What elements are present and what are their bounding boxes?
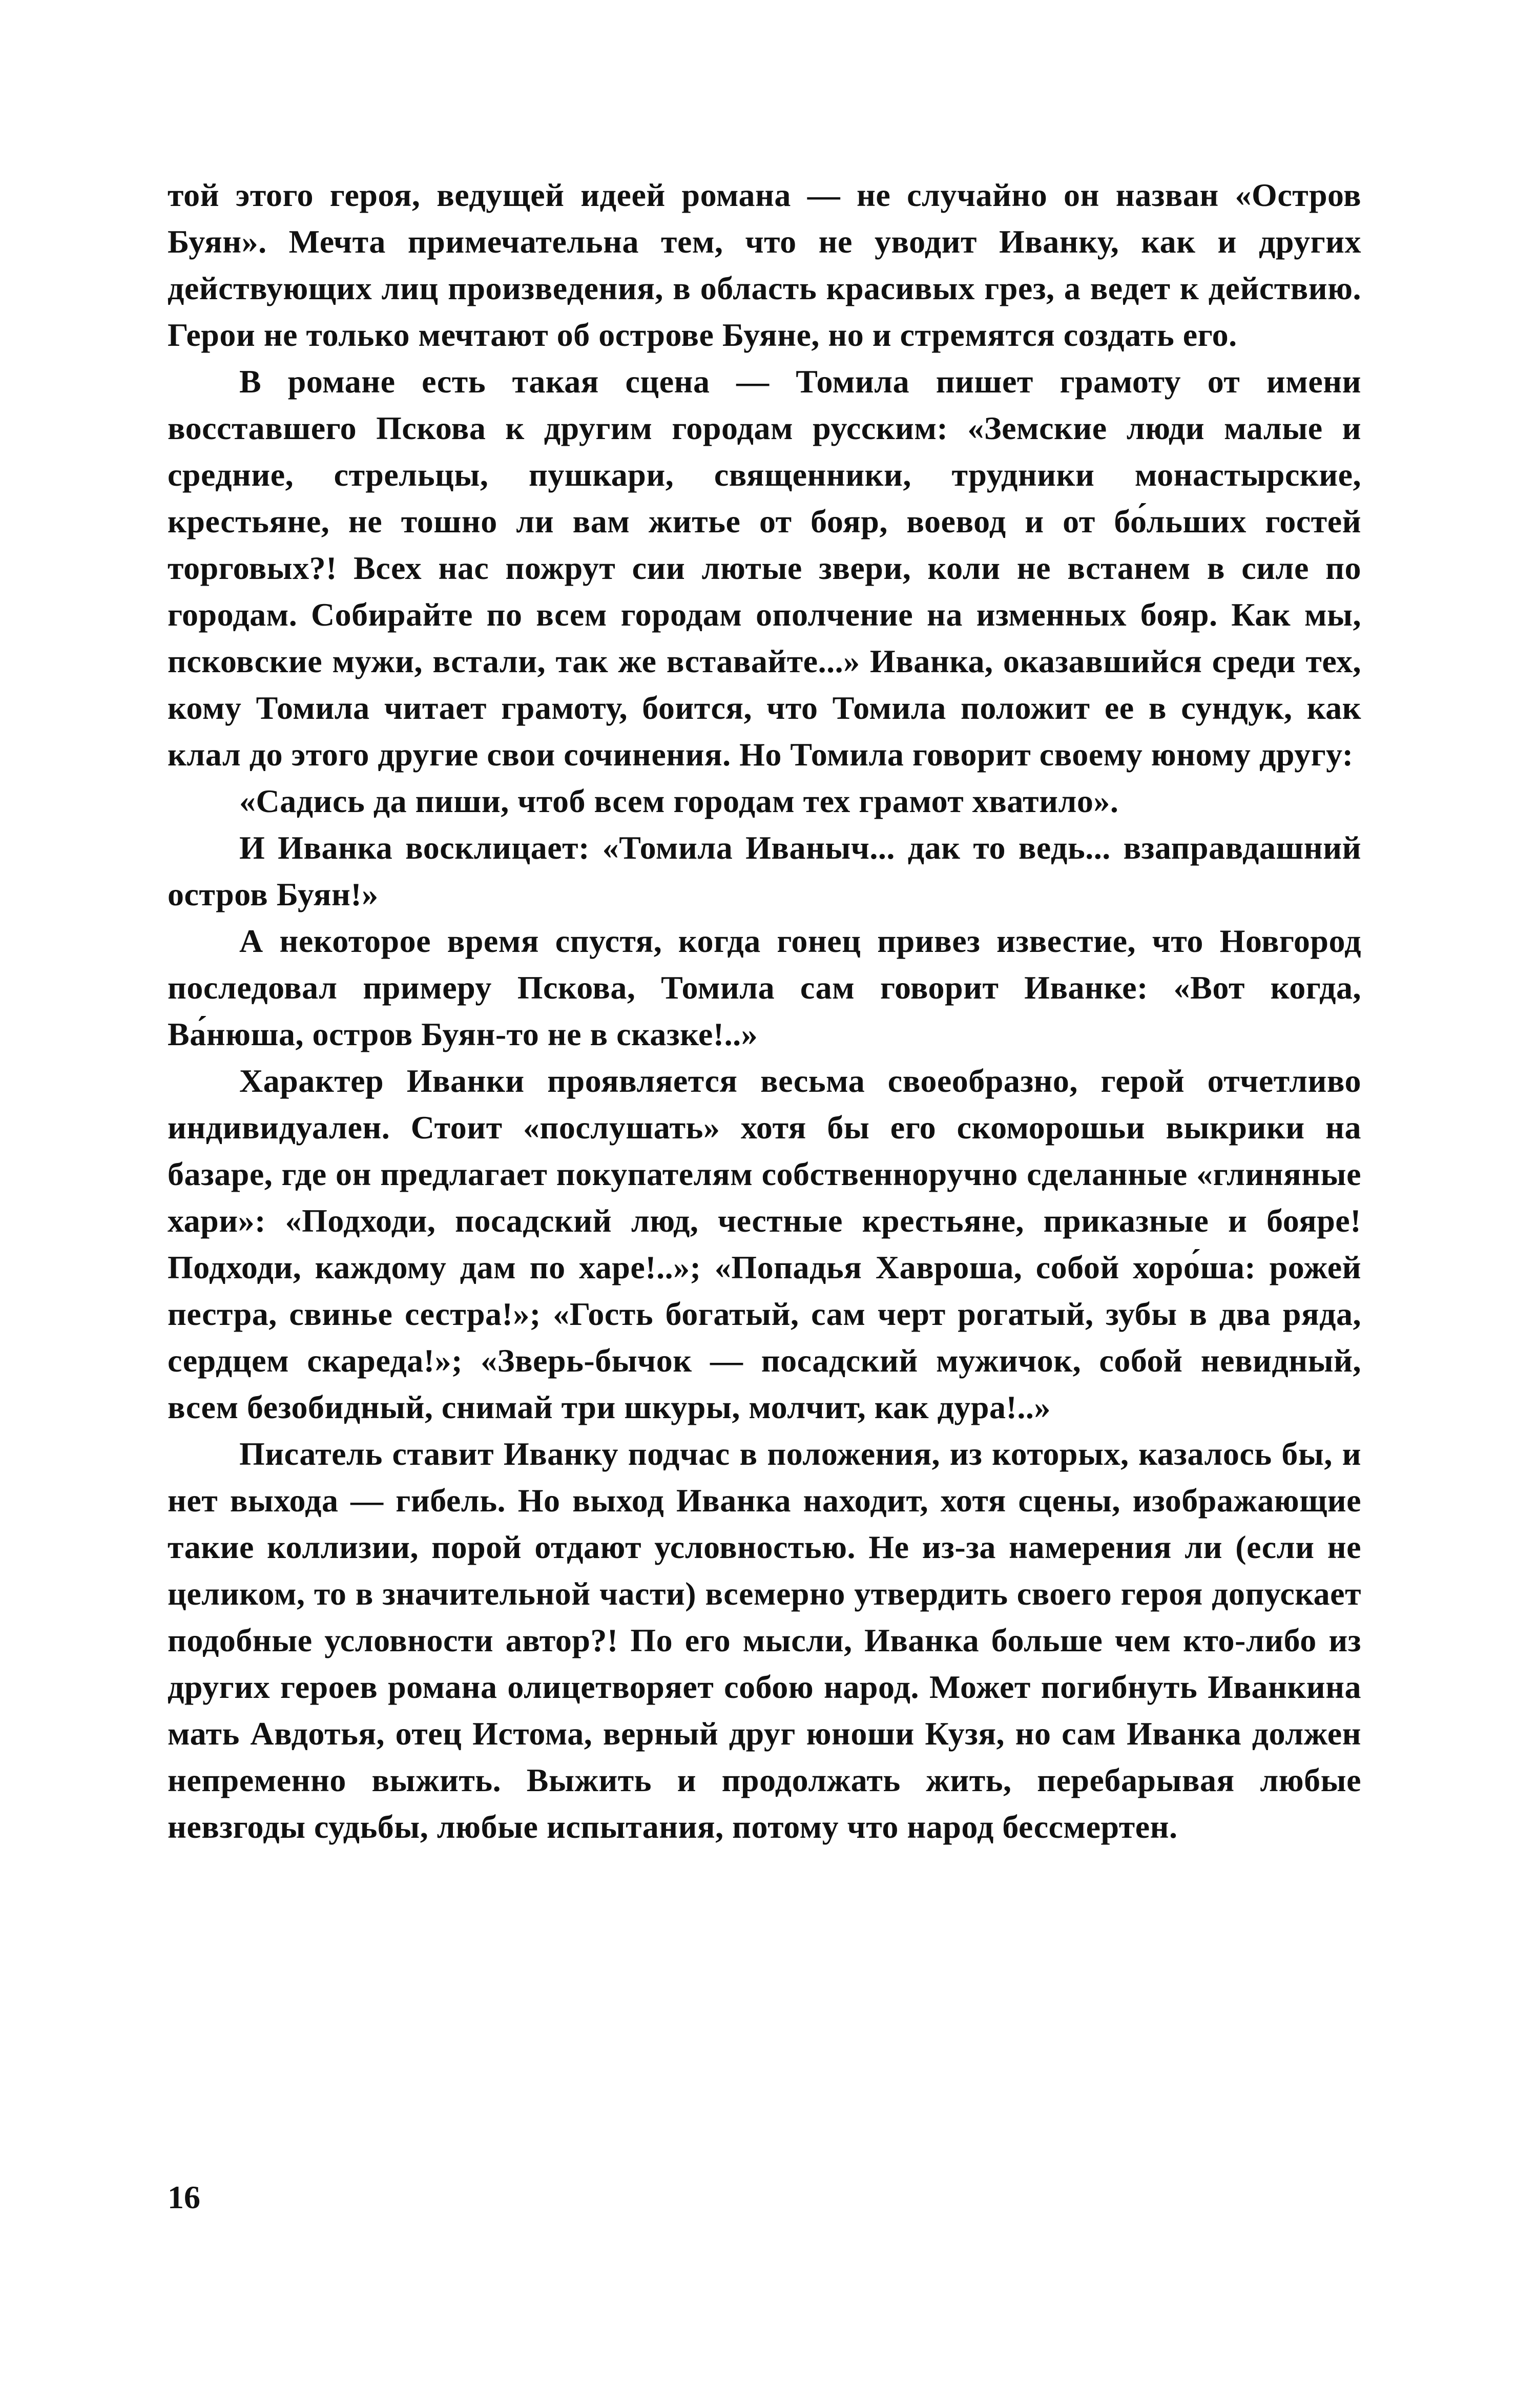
- paragraph: А некоторое время спустя, когда гонец привез известие, что Новгород последовал примеру Пскова, Томила сам говорит Иванке: «Вот когда, Ва́нюша, остров Буян-то не в сказке!..»: [168, 923, 1361, 1052]
- page-number: 16: [168, 2179, 200, 2215]
- paragraph: Писатель ставит Иванку подчас в положения, из которых, казалось бы, и нет выхода — гибель. Но выход Иванка находит, хотя сцены, изображающие такие коллизии, порой отдают условностью. Не из-за намерения ли (если не целиком, то в значительной части) всемерно утвердить своего героя допускает подобные условности автор?! По его мысли, Иванка больше чем кто-либо из других героев романа олицетворяет собою народ. Может погибнуть Иванкина мать Авдотья, отец Истома, верный друг юноши Кузя, но сам Иванка должен непременно выжить. Выжить и продолжать жить, перебарывая любые невзгоды судьбы, любые испытания, потому что народ бессмертен.: [168, 1436, 1361, 1845]
- paragraph: И Иванка восклицает: «Томила Иваныч... дак то ведь... взаправдашний остров Буян!»: [168, 829, 1361, 912]
- body-text: [168, 172, 1361, 1850]
- paragraph: Характер Иванки проявляется весьма своеобразно, герой отчетливо индивидуален. Стоит «послушать» хотя бы его скоморошьи выкрики на базаре, где он предлагает покупателям собственноручно сделанные «глиняные хари»: «Подходи, посадский люд, честные крестьяне, приказные и бояре! Подходи, каждому дам по харе!..»; «Попадья Хавроша, собой хоро́ша: рожей пестра, свинье сестра!»; «Гость богатый, сам черт рогатый, зубы в два ряда, сердцем скареда!»; «Зверь-бычок — посадский мужичок, собой невидный, всем безобидный, снимай три шкуры, молчит, как дура!..»: [168, 1063, 1361, 1425]
- paragraph: В романе есть такая сцена — Томила пишет грамоту от имени восставшего Пскова к другим городам русским: «Земские люди малые и средние, стрельцы, пушкари, священники, трудники монастырские, крестьяне, не тошно ли вам житье от бояр, воевод и от бо́льших гостей торговых?! Всех нас пожрут сии лютые звери, коли не встанем в силе по городам. Собирайте по всем городам ополчение на изменных бояр. Как мы, псковские мужи, встали, так же вставайте...» Иванка, оказавшийся среди тех, кому Томила читает грамоту, боится, что Томила положит ее в сундук, как клал до этого другие свои сочинения. Но Томила говорит своему юному другу:: [168, 363, 1361, 773]
- paragraph: «Садись да пиши, чтоб всем городам тех грамот хватило».: [239, 783, 1119, 819]
- paragraph: той этого героя, ведущей идеей романа — не случайно он назван «Остров Буян». Мечта примечательна тем, что не уводит Иванку, как и других действующих лиц произведения, в область красивых грез, а ведет к действию. Герои не только мечтают об острове Буяне, но и стремятся создать его.: [168, 177, 1361, 353]
